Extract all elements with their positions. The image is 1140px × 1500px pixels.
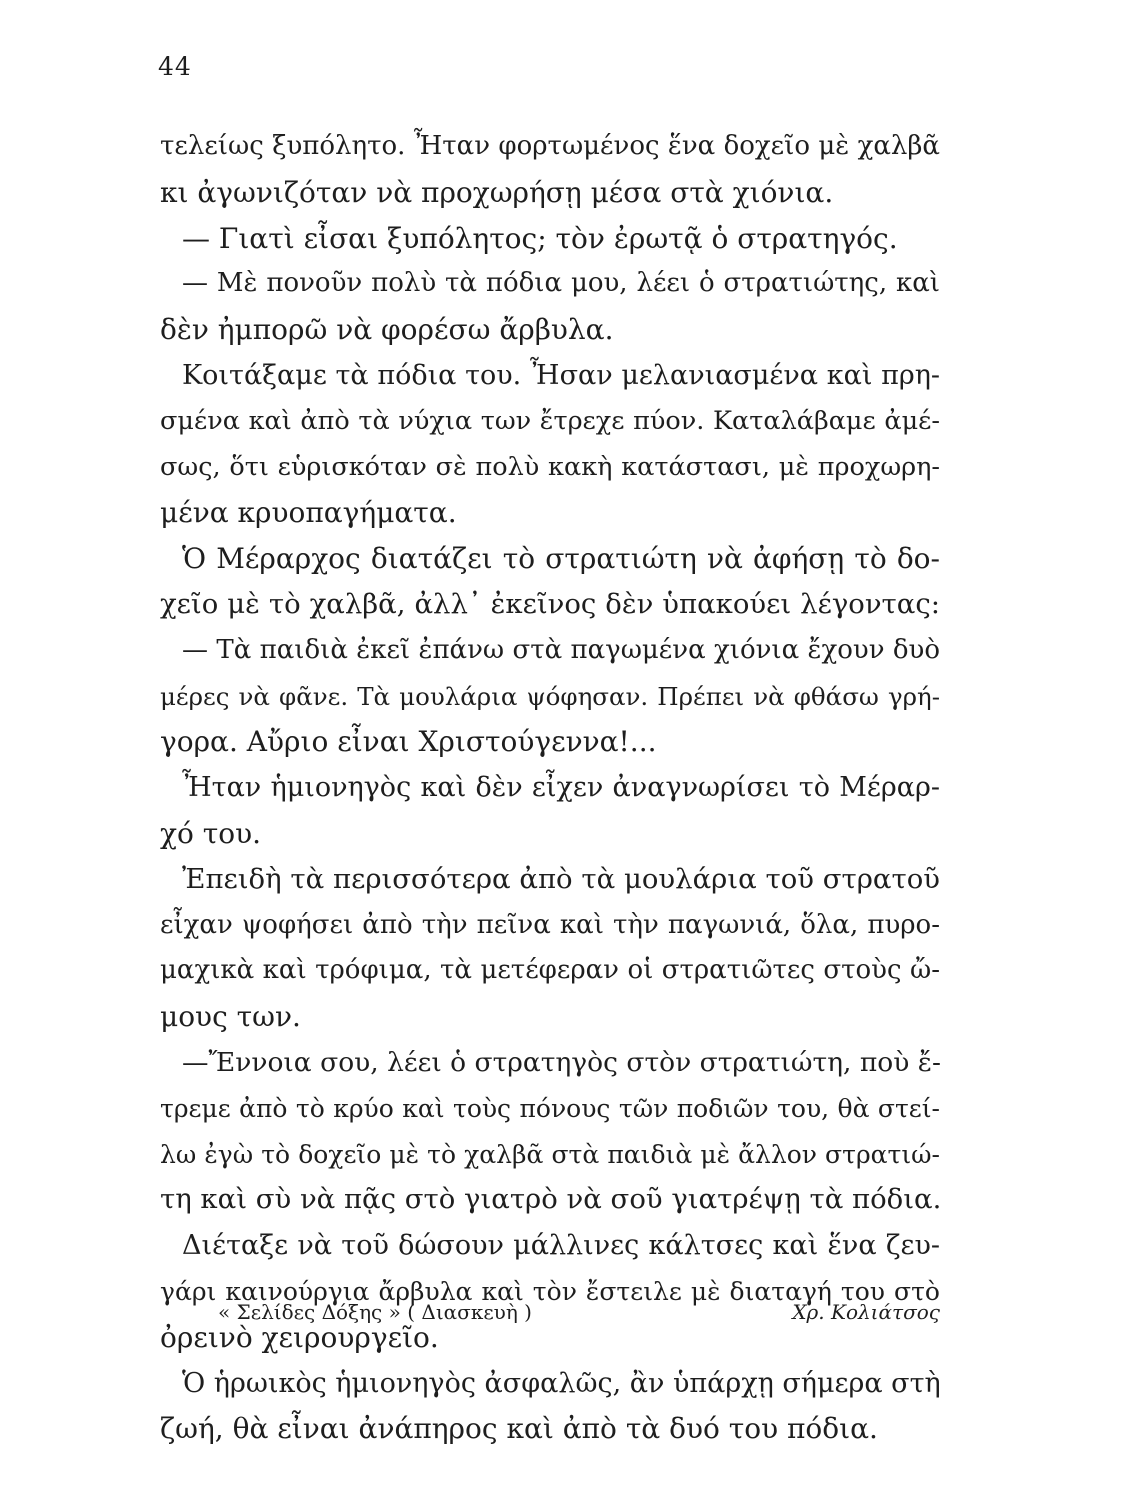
text-line: μους των.: [160, 1000, 301, 1034]
text-line: τη καὶ σὺ νὰ πᾷς στὸ γιατρὸ νὰ σοῦ γιατρέψῃ τὰ πόδια.: [160, 1183, 942, 1216]
text-line: τελείως ξυπόλητο. Ἦταν φορτωμένος ἕνα δοχεῖο μὲ χαλβᾶ: [160, 131, 940, 161]
text-line: ζωή, θὰ εἶναι ἀνάπηρος καὶ ἀπὸ τὰ δυό του πόδια.: [160, 1412, 878, 1446]
text-line: —Ἔννοια σου, λέει ὁ στρατηγὸς στὸν στρατιώτη, ποὺ ἔ-: [182, 1046, 941, 1078]
text-line: Κοιτάξαμε τὰ πόδια του. Ἦσαν μελανιασμένα καὶ πρη-: [182, 359, 940, 391]
article-body: [160, 124, 940, 1452]
text-line: σως, ὅτι εὑρισκόταν σὲ πολὺ κακὴ κατάστασι, μὲ προχωρη-: [160, 451, 940, 482]
source-note: « Σελίδες Δόξης » ( Διασκευὴ ): [218, 1300, 532, 1324]
text-line: Ὁ Μέραρχος διατάζει τὸ στρατιώτη νὰ ἀφήσῃ τὸ δο-: [182, 542, 940, 576]
text-line: χό του.: [160, 816, 261, 850]
text-line: ὀρεινὸ χειρουργεῖο.: [160, 1320, 439, 1354]
text-line: — Μὲ πονοῦν πολὺ τὰ πόδια μου, λέει ὁ στρατιώτης, καὶ: [182, 268, 940, 299]
text-line: γάρι καινούργια ἄρβυλα καὶ τὸν ἔστειλε μὲ διαταγή του στὸ: [160, 1276, 940, 1306]
text-line: εἶχαν ψοφήσει ἀπὸ τὴν πεῖνα καὶ τὴν παγωνιά, ὅλα, πυρο-: [160, 909, 940, 940]
text-line: σμένα καὶ ἀπὸ τὰ νύχια των ἔτρεχε πύον. Καταλάβαμε ἀμέ-: [160, 405, 940, 436]
text-line: γορα. Αὔριο εἶναι Χριστούγεννα!...: [160, 725, 657, 759]
text-line: τρεμε ἀπὸ τὸ κρύο καὶ τοὺς πόνους τῶν ποδιῶν του, θὰ στεί-: [160, 1093, 940, 1123]
text-line: Ἐπειδὴ τὰ περισσότερα ἀπὸ τὰ μουλάρια τοῦ στρατοῦ: [182, 862, 940, 895]
page-number: 44: [158, 52, 192, 81]
text-line: λω ἐγὼ τὸ δοχεῖο μὲ τὸ χαλβᾶ στὰ παιδιὰ μὲ ἄλλον στρατιώ-: [160, 1139, 940, 1169]
text-line: Ὁ ἡρωικὸς ἡμιονηγὸς ἀσφαλῶς, ἂν ὑπάρχῃ σήμερα στὴ: [182, 1367, 941, 1399]
text-line: Ἦταν ἡμιονηγὸς καὶ δὲν εἶχεν ἀναγνωρίσει τὸ Μέραρ-: [182, 772, 940, 804]
text-line: Διέταξε νὰ τοῦ δώσουν μάλλινες κάλτσες καὶ ἕνα ζευ-: [182, 1230, 940, 1262]
text-line: — Τὰ παιδιὰ ἐκεῖ ἐπάνω στὰ παγωμένα χιόνια ἔχουν δυὸ: [182, 634, 940, 665]
text-line: μαχικὰ καὶ τρόφιμα, τὰ μετέφεραν οἱ στρατιῶτες στοὺς ὤ-: [160, 955, 940, 986]
text-line: κι ἀγωνιζόταν νὰ προχωρήσῃ μέσα στὰ χιόνια.: [160, 175, 834, 209]
text-line: χεῖο μὲ τὸ χαλβᾶ, ἀλλ᾿ ἐκεῖνος δὲν ὑπακούει λέγοντας:: [160, 587, 940, 620]
author-signature: Χρ. Κολιάτσος: [792, 1300, 940, 1324]
text-line: δὲν ἠμπορῶ νὰ φορέσω ἄρβυλα.: [160, 313, 614, 347]
text-line: μένα κρυοπαγήματα.: [160, 496, 457, 530]
attribution: [0, 1296, 1140, 1330]
text-line: — Γιατὶ εἶσαι ξυπόλητος; τὸν ἐρωτᾷ ὁ στρατηγός.: [182, 221, 898, 255]
text-line: μέρες νὰ φᾶνε. Τὰ μουλάρια ψόφησαν. Πρέπει νὰ φθάσω γρή-: [160, 681, 940, 711]
